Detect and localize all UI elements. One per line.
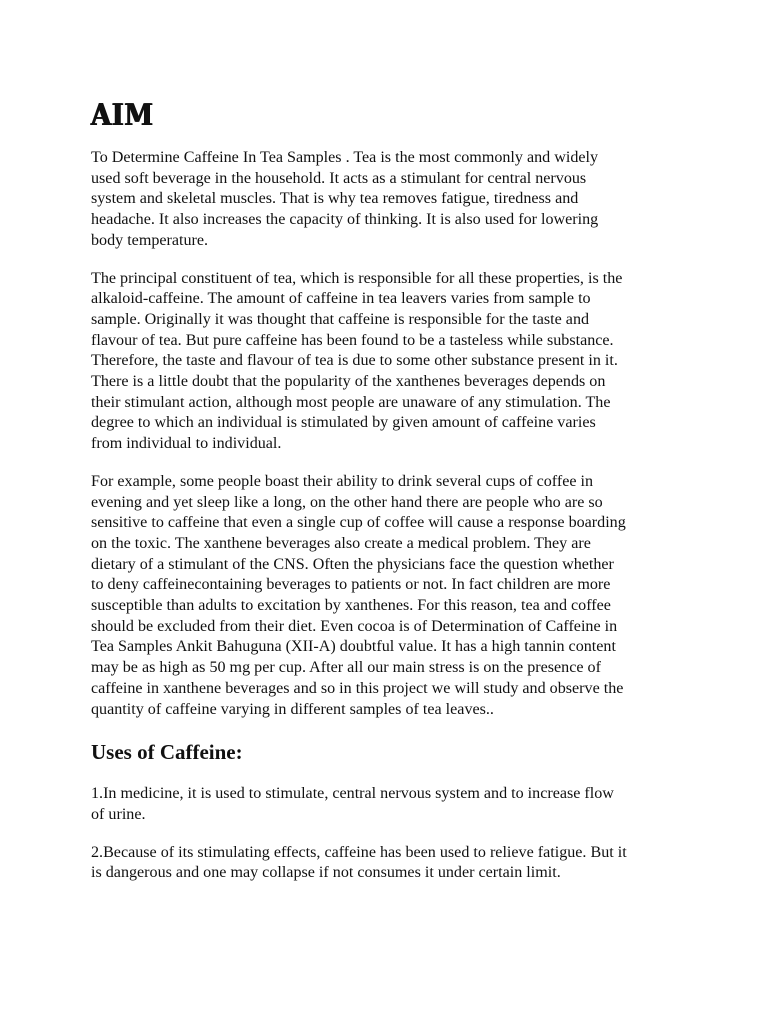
text-line: is dangerous and one may collapse if not consumes it under certain limit. bbox=[91, 864, 561, 882]
text-line: flavour of tea. But pure caffeine has been found to be a tasteless while substance. bbox=[91, 331, 614, 349]
text-line: 2.Because of its stimulating effects, caffeine has been used to relieve fatigue. But it bbox=[91, 843, 627, 861]
text-line: headache. It also increases the capacity of thinking. It is also used for lowering bbox=[91, 211, 599, 229]
text-line: There is a little doubt that the popularity of the xanthenes beverages depends on bbox=[91, 373, 606, 391]
text-line: system and skeletal muscles. That is why tea removes fatigue, tiredness and bbox=[91, 190, 579, 208]
use-item-medicine bbox=[91, 784, 691, 825]
caffeine-constituent-paragraph bbox=[91, 269, 691, 455]
document-page bbox=[91, 96, 691, 901]
text-line: To Determine Caffeine In Tea Samples . Tea is the most commonly and widely bbox=[91, 149, 599, 166]
text-line: The principal constituent of tea, which is responsible for all these properties, is the bbox=[91, 269, 623, 287]
use-item-fatigue bbox=[91, 843, 691, 884]
text-line: alkaloid-caffeine. The amount of caffeine in tea leavers varies from sample to bbox=[91, 290, 591, 308]
text-line: evening and yet sleep like a long, on the other hand there are people who are so bbox=[91, 493, 603, 511]
uses-heading: Uses of Caffeine: bbox=[91, 740, 243, 765]
text-line: caffeine in xanthene beverages and so in this project we will study and observe the bbox=[91, 679, 624, 697]
text-line: used soft beverage in the household. It acts as a stimulant for central nervous bbox=[91, 169, 587, 187]
intro-paragraph bbox=[91, 148, 691, 252]
text-line: sample. Originally it was thought that caffeine is responsible for the taste and bbox=[91, 310, 590, 328]
text-line: on the toxic. The xanthene beverages also create a medical problem. They are bbox=[91, 534, 591, 552]
text-line: should be excluded from their diet. Even cocoa is of Determination of Caffeine in bbox=[91, 617, 618, 635]
text-line: susceptible than adults to excitation by xanthenes. For this reason, tea and coffee bbox=[91, 597, 611, 615]
text-line: degree to which an individual is stimulated by given amount of caffeine varies bbox=[91, 414, 596, 432]
text-line: body temperature. bbox=[91, 231, 209, 249]
text-line: quantity of caffeine varying in different samples of tea leaves.. bbox=[91, 700, 494, 718]
text-line: 1.In medicine, it is used to stimulate, central nervous system and to increase flow bbox=[91, 785, 614, 803]
text-line: their stimulant action, although most people are unaware of any stimulation. The bbox=[91, 393, 611, 411]
text-line: of urine. bbox=[91, 805, 146, 823]
aim-heading: AIM bbox=[91, 98, 154, 134]
text-line: For example, some people boast their ability to drink several cups of coffee in bbox=[91, 472, 594, 490]
text-line: to deny caffeinecontaining beverages to patients or not. In fact children are more bbox=[91, 576, 611, 594]
text-line: dietary of a stimulant of the CNS. Often the physicians face the question whether bbox=[91, 555, 614, 573]
text-line: sensitive to caffeine that even a single cup of coffee will cause a response boarding bbox=[91, 514, 626, 532]
text-line: from individual to individual. bbox=[91, 435, 282, 453]
example-paragraph bbox=[91, 472, 691, 720]
text-line: Therefore, the taste and flavour of tea is due to some other substance present in it. bbox=[91, 352, 618, 370]
text-line: may be as high as 50 mg per cup. After all our main stress is on the presence of bbox=[91, 659, 601, 677]
text-line: Tea Samples Ankit Bahuguna (XII-A) doubtful value. It has a high tannin content bbox=[91, 638, 616, 656]
